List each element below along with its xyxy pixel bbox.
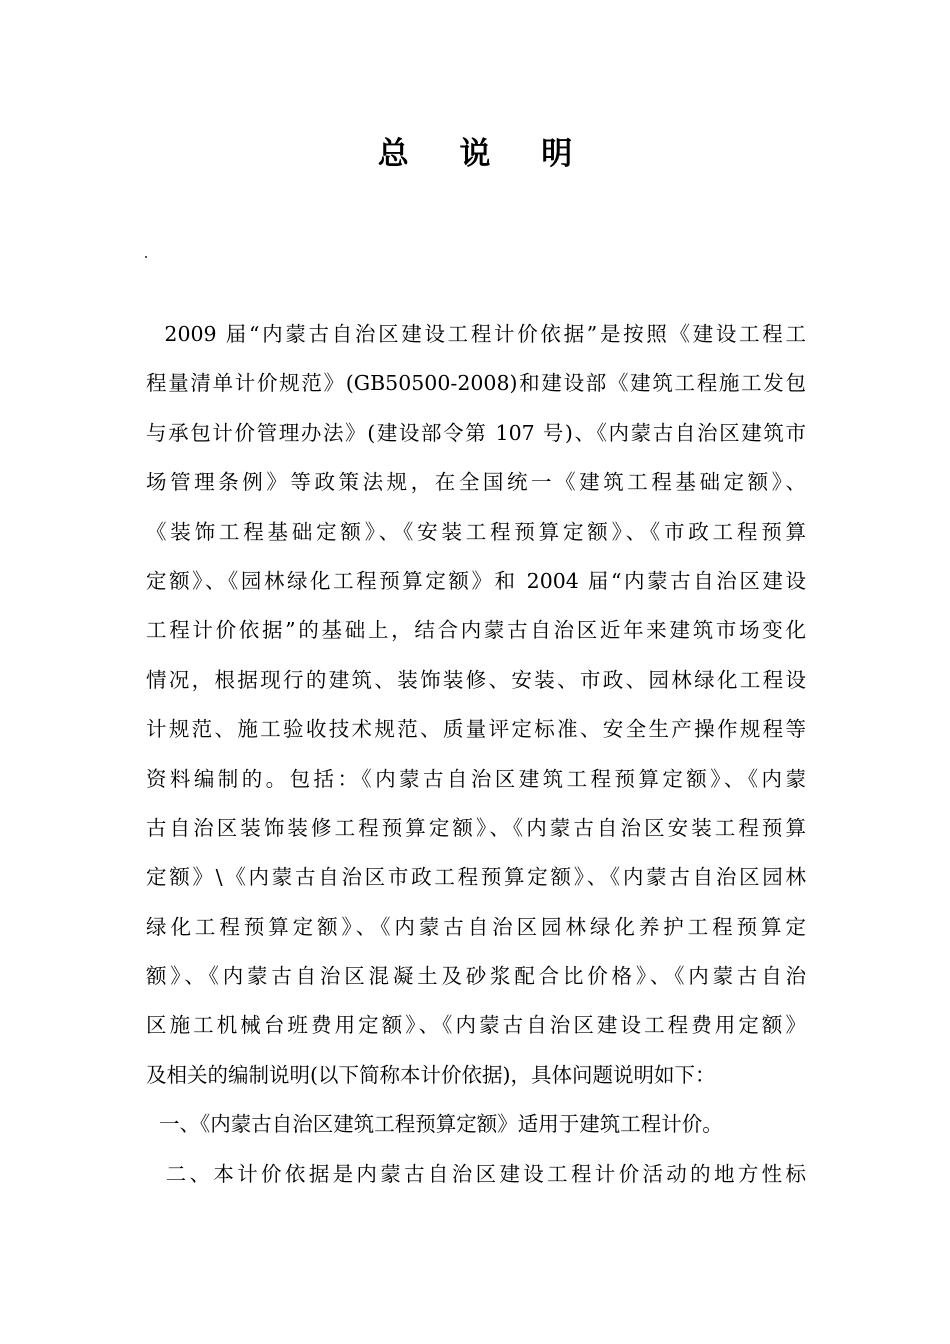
text-line: 古自治区装饰装修工程预算定额》、《内蒙古自治区安装工程预算 bbox=[146, 815, 806, 840]
text-line: 额》、《内蒙古自治区混凝土及砂浆配合比价格》、《内蒙古自治 bbox=[146, 964, 806, 989]
text-line: 情况，根据现行的建筑、装饰装修、安装、市政、园林绿化工程设 bbox=[146, 667, 806, 692]
text-line: 与承包计价管理办法》(建设部令第 107 号)、《内蒙古自治区建筑市 bbox=[146, 420, 806, 445]
text-line: 及相关的编制说明(以下简称本计价依据)，具体问题说明如下： bbox=[146, 1062, 716, 1087]
text-line: 2009 届“内蒙古自治区建设工程计价依据”是按照《建设工程工 bbox=[146, 322, 806, 346]
stray-dot bbox=[145, 256, 147, 258]
text-line: 计规范、施工验收技术规范、质量评定标准、安全生产操作规程等 bbox=[146, 717, 806, 742]
text-line: 工程计价依据”的基础上，结合内蒙古自治区近年来建筑市场变化 bbox=[146, 618, 806, 643]
text-line: 场管理条例》等政策法规，在全国统一《建筑工程基础定额》、 bbox=[146, 470, 806, 495]
text-line: 程量清单计价规范》(GB50500-2008)和建设部《建筑工程施工发包 bbox=[146, 371, 806, 396]
text-line: 绿化工程预算定额》、《内蒙古自治区园林绿化养护工程预算定 bbox=[146, 914, 806, 939]
text-line: 资料编制的。包括：《内蒙古自治区建筑工程预算定额》、《内蒙 bbox=[146, 766, 806, 791]
text-line: 二、本计价依据是内蒙古自治区建设工程计价活动的地方性标 bbox=[146, 1161, 806, 1186]
text-line: 定额》、《园林绿化工程预算定额》和 2004 届“内蒙古自治区建设 bbox=[146, 568, 806, 593]
text-line: 定额》\《内蒙古自治区市政工程预算定额》、《内蒙古自治区园林 bbox=[146, 865, 806, 890]
body-text bbox=[146, 310, 806, 1199]
text-line: 一、《内蒙古自治区建筑工程预算定额》适用于建筑工程计价。 bbox=[146, 1112, 723, 1137]
text-line: 《装饰工程基础定额》、《安装工程预算定额》、《市政工程预算 bbox=[146, 519, 806, 544]
page-title: 总 说 明 bbox=[377, 136, 593, 172]
text-line: 区施工机械台班费用定额》、《内蒙古自治区建设工程费用定额》 bbox=[146, 1013, 806, 1038]
